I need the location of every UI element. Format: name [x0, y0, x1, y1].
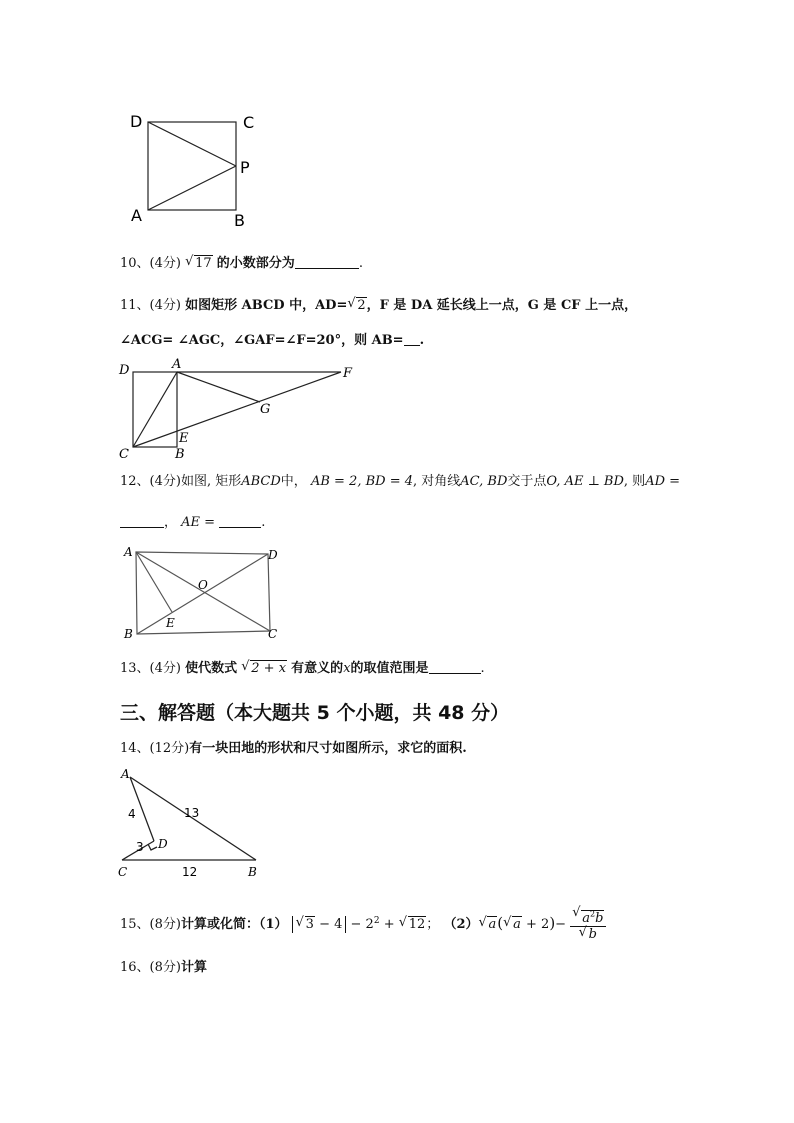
label-4: 4 — [128, 807, 136, 821]
question-10: 10、(4分) √ 17 的小数部分为 . — [120, 255, 363, 273]
label-d: D — [268, 548, 278, 562]
question-11-line-1: 11、(4分) 如图矩形 ABCD 中，AD=√ 2，F 是 DA 延长线上一点，G 是 CF 上一点， — [120, 297, 637, 315]
question-12-line-2: ， AE = . — [120, 514, 265, 532]
figure-triangle-field — [112, 763, 272, 883]
segment-ac — [133, 372, 177, 447]
segment-ae — [136, 552, 172, 612]
question-14: 14、(12分)有一块田地的形状和尺寸如图所示，求它的面积. — [120, 741, 467, 756]
sqrt-2-plus-x: √ 2 + x — [241, 660, 287, 678]
label-e: E — [179, 431, 189, 446]
question-12-line-1: 12、(4分)如图, 矩形ABCD中， AB = 2, BD = 4, 对角线AC, BD交于点O, AE ⊥ BD, 则AD = — [120, 474, 681, 489]
segment-dp — [148, 122, 236, 166]
right-angle-mark — [148, 844, 157, 850]
sqrt-2: √ 2 — [347, 297, 366, 315]
question-number: 13、(4分) — [120, 661, 181, 676]
question-number: 11、(4分) — [120, 298, 181, 313]
label-c: C — [268, 627, 278, 641]
label-a: A — [131, 206, 142, 225]
expression-2-paren: ( — [497, 914, 504, 933]
question-number: 12、(4分) — [120, 474, 181, 489]
label-3: 3 — [136, 840, 144, 854]
question-13: 13、(4分) 使代数式 √ 2 + x 有意义的x的取值范围是 . — [120, 660, 485, 678]
label-12: 12 — [182, 865, 198, 879]
label-13: 13 — [184, 806, 200, 820]
question-number: 16、(8分) — [120, 960, 181, 975]
answer-blank-ad[interactable] — [120, 515, 164, 528]
question-number: 15、(8分) — [120, 917, 181, 933]
segment-ag — [177, 372, 260, 402]
label-c: C — [243, 113, 255, 132]
question-11-line-2: ∠ACG= ∠AGC，∠GAF=∠F=20°，则 AB= . — [120, 333, 425, 348]
label-e: E — [166, 616, 175, 630]
question-text: 的小数部分为 — [216, 256, 295, 271]
fraction: √ $a^2b$ √ b — [570, 907, 606, 942]
label-g: G — [260, 402, 271, 417]
label-b: B — [248, 865, 257, 879]
label-a: A — [124, 545, 133, 559]
question-15: 15、(8分)计算或化简：（1） √ $3 - 4 - 2^2$ + √ 12； （2）√ a(√ a + 2)− √ $a^2b$ √ b — [120, 907, 606, 942]
label-b: B — [234, 211, 245, 230]
answer-blank[interactable] — [295, 256, 359, 269]
segment-ap — [148, 166, 236, 210]
figure-rectangle-aoe — [118, 542, 288, 644]
square-abcd — [148, 122, 236, 210]
diagonal-bd — [137, 554, 268, 634]
label-d: D — [119, 363, 130, 378]
label-p: P — [240, 158, 250, 177]
label-b: B — [175, 447, 185, 462]
answer-blank-ae[interactable] — [219, 515, 261, 528]
label-d: D — [158, 837, 168, 851]
label-a: A — [172, 358, 182, 372]
label-c: C — [119, 447, 129, 462]
label-d: D — [130, 112, 143, 131]
question-16: 16、(8分)计算 — [120, 960, 207, 975]
label-b: B — [124, 627, 133, 641]
label-c: C — [118, 865, 128, 879]
label-f: F — [343, 366, 353, 381]
figure-square-dcpab — [120, 105, 280, 230]
question-number: 14、(12分) — [120, 741, 190, 756]
question-number: 10、(4分) — [120, 256, 181, 271]
segment-cf — [133, 372, 341, 447]
label-o: O — [198, 578, 208, 592]
figure-rectangle-abcd-f — [115, 358, 365, 463]
label-a: A — [121, 767, 130, 781]
sqrt-17: √ 17 — [185, 255, 213, 273]
expression-1: √ 3 − 4 — [292, 916, 347, 933]
answer-blank[interactable] — [429, 661, 481, 674]
answer-blank[interactable] — [404, 333, 420, 346]
section-header: 三、解答题（本大题共 5 个小题，共 48 分） — [120, 702, 510, 724]
